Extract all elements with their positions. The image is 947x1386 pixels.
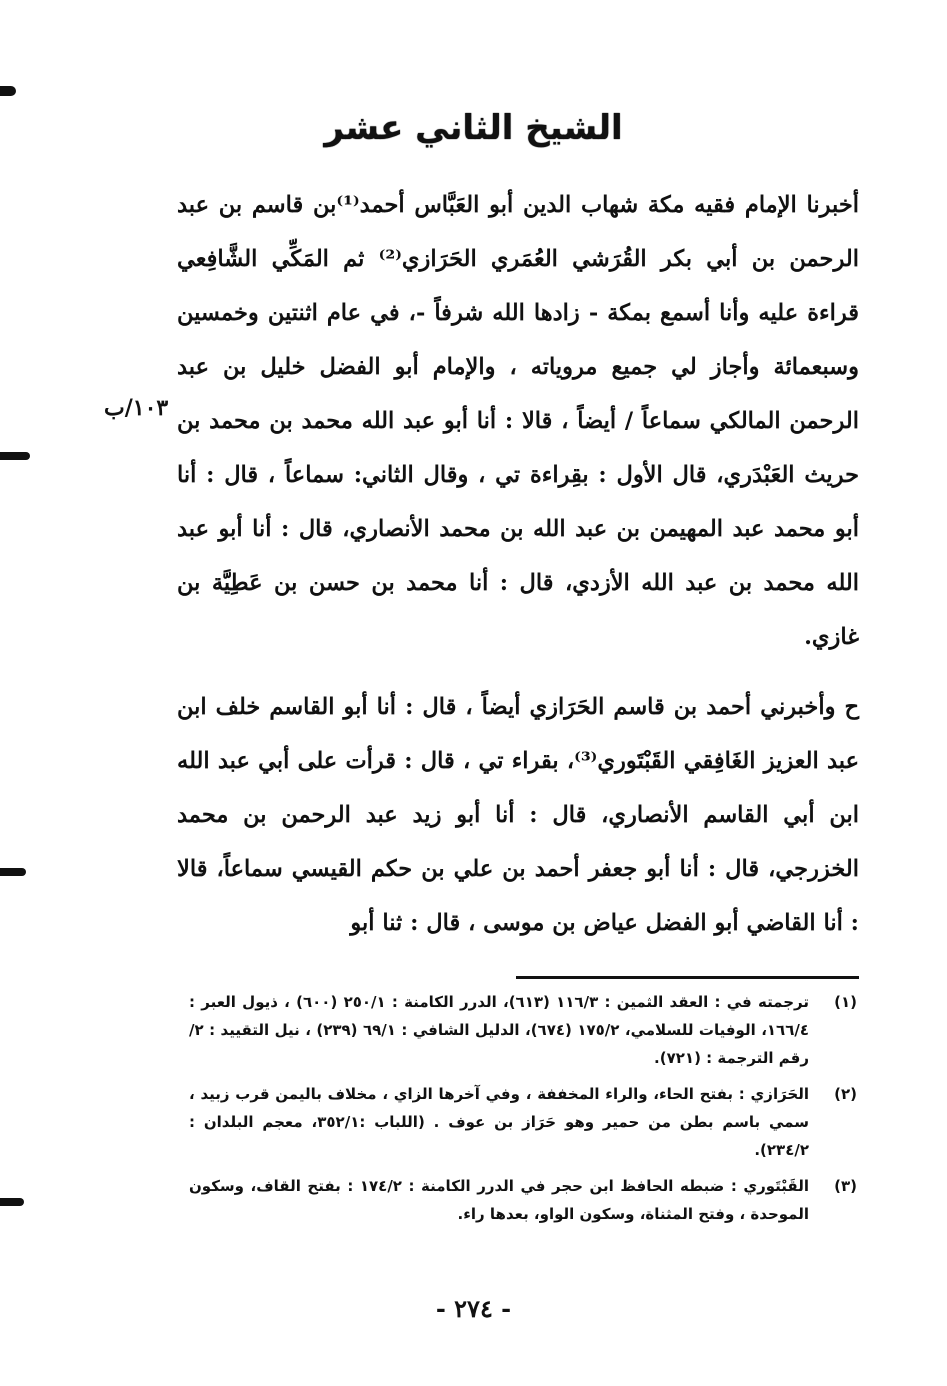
footnote-number: (٢) [834, 1085, 857, 1103]
page-title: الشيخ الثاني عشر [324, 108, 623, 148]
page-number: - ٢٧٤ - [435, 1294, 512, 1323]
footnote-number: (١) [834, 993, 857, 1011]
footnote-item [189, 1172, 857, 1228]
footnote-text: الحَرَازي : بفتح الحاء، والراء المخففة ، وفي آخرها الزاي ، مخلاف باليمن قرب زبيد ، سمي باسم بطن من حمير وهو حَرَاز بن عوف . (اللباب :٣٥٢/١، معجم البلدان : ٢٣٤/٢). [189, 1085, 809, 1159]
footnote-number: (٣) [834, 1177, 857, 1195]
footnote-separator [516, 976, 859, 979]
main-text [177, 178, 859, 950]
footnote-item [189, 1080, 857, 1164]
scan-edge-mark [0, 86, 16, 96]
footnotes [189, 988, 857, 1236]
footnote-text: القَبْتَوري : ضبطه الحافظ ابن حجر في الدرر الكامنة : ١٧٤/٢ : بفتح القاف، وسكون الموحدة ، وفتح المثناة، وسكون الواو، بعدها راء. [189, 1177, 809, 1223]
footnote-text: ترجمته في : العقد الثمين : ١١٦/٣ (٦١٣)، الدرر الكامنة : ٢٥٠/١ (٦٠٠) ، ذيول العبر : ١٦٦/٤، الوفيات للسلامي، ١٧٥/٢ (٦٧٤)، الدليل الشافي : ٦٩/١ (٢٣٩) ، نيل التقييد : ٢/رقم الترجمة : (٧٢١). [189, 993, 810, 1067]
paragraph-2: ح وأخبرني أحمد بن قاسم الحَرَازي أيضاً ، قال : أنا أبو القاسم خلف ابن عبد العزيز الغَافِقي القَبْتَوري⁽³⁾، بقراء تي ، قال : قرأت على أبي عبد الله ابن أبي القاسم الأنصاري، قال : أنا أبو زيد عبد الرحمن بن محمد الخزرجي، قال : أنا أبو جعفر أحمد بن علي بن حكم القيسي سماعاً، قالا : أنا القاضي أبو الفضل عياض بن موسى ، قال : ثنا أبو [177, 694, 860, 936]
footnote-item [189, 988, 857, 1072]
manuscript-folio-note: ١٠٣/ب [104, 395, 169, 421]
scan-edge-mark [0, 868, 26, 876]
paragraph-1: أخبرنا الإمام فقيه مكة شهاب الدين أبو العَبَّاس أحمد⁽¹⁾بن قاسم بن عبد الرحمن بن أبي بكر القُرَشي العُمَري الحَرَازي⁽²⁾ ثم المَكِّي الشَّافِعي قراءة عليه وأنا أسمع بمكة - زادها الله شرفاً -، في عام اثنتين وخمسين وسبعمائة وأجاز لي جميع مروياته ، والإمام أبو الفضل خليل بن عبد الرحمن المالكي سماعاً / أيضاً ، قالا : أنا أبو عبد الله محمد بن محمد بن حريث العَبْدَري، قال الأول : بقِراءة تي ، وقال الثاني: سماعاً ، قال : أنا أبو محمد عبد المهيمن بن عبد الله بن محمد الأنصاري، قال : أنا أبو عبد الله محمد بن عبد الله الأزدي، قال : أنا محمد بن حسن بن عَطِيَّة بن غازي. [177, 192, 859, 650]
scan-edge-mark [0, 1198, 24, 1206]
scan-edge-mark [0, 452, 30, 460]
